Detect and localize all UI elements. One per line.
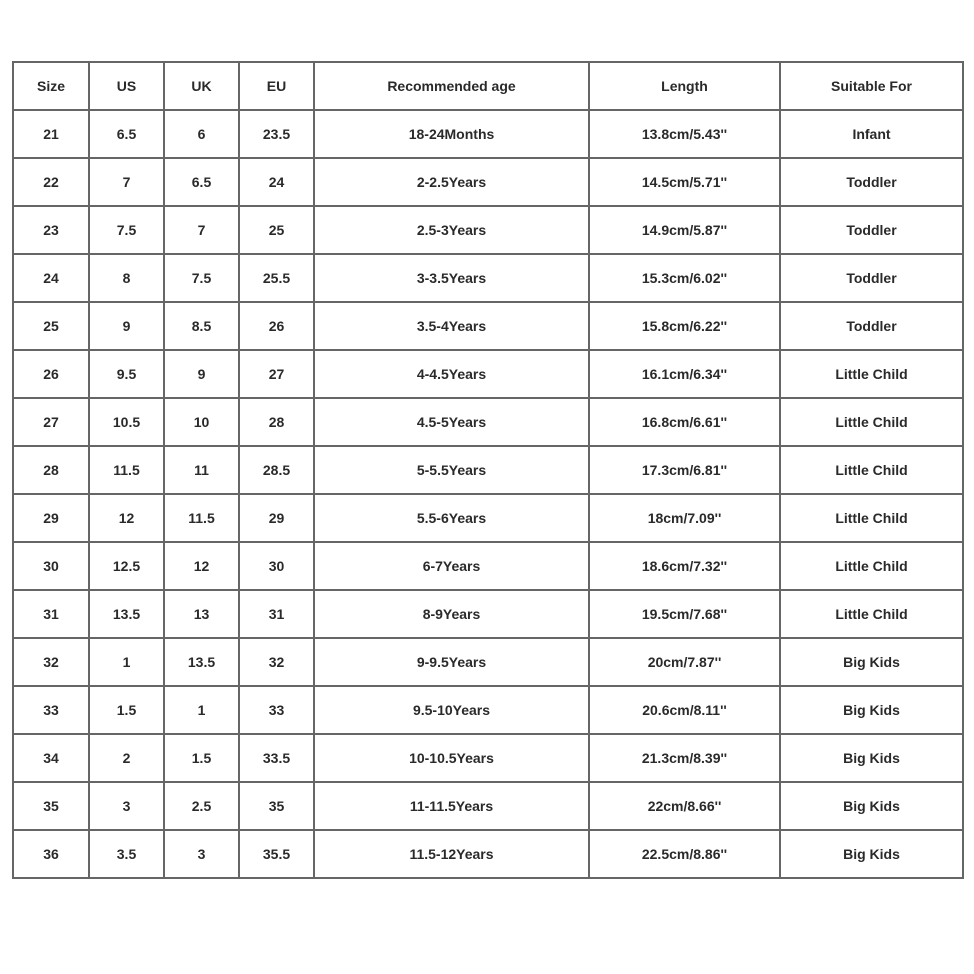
table-row bbox=[13, 206, 963, 254]
cell-length: 21.3cm/8.39'' bbox=[589, 734, 780, 782]
cell-uk: 11.5 bbox=[164, 494, 239, 542]
cell-length: 15.8cm/6.22'' bbox=[589, 302, 780, 350]
cell-us: 9 bbox=[89, 302, 164, 350]
header-recommended-age: Recommended age bbox=[314, 62, 589, 110]
table-row bbox=[13, 302, 963, 350]
cell-eu: 35 bbox=[239, 782, 314, 830]
cell-uk: 6 bbox=[164, 110, 239, 158]
table-row bbox=[13, 542, 963, 590]
table-row bbox=[13, 734, 963, 782]
cell-eu: 35.5 bbox=[239, 830, 314, 878]
cell-length: 16.8cm/6.61'' bbox=[589, 398, 780, 446]
cell-uk: 10 bbox=[164, 398, 239, 446]
table-row bbox=[13, 158, 963, 206]
cell-us: 2 bbox=[89, 734, 164, 782]
table-row bbox=[13, 254, 963, 302]
cell-eu: 28.5 bbox=[239, 446, 314, 494]
table-header bbox=[13, 62, 963, 110]
cell-suitable-for: Toddler bbox=[780, 206, 963, 254]
header-uk: UK bbox=[164, 62, 239, 110]
table-row bbox=[13, 446, 963, 494]
cell-uk: 6.5 bbox=[164, 158, 239, 206]
cell-suitable-for: Little Child bbox=[780, 350, 963, 398]
cell-us: 12 bbox=[89, 494, 164, 542]
cell-recommended-age: 3-3.5Years bbox=[314, 254, 589, 302]
cell-size: 22 bbox=[13, 158, 89, 206]
cell-us: 6.5 bbox=[89, 110, 164, 158]
cell-uk: 13.5 bbox=[164, 638, 239, 686]
cell-suitable-for: Big Kids bbox=[780, 638, 963, 686]
cell-us: 3.5 bbox=[89, 830, 164, 878]
cell-recommended-age: 11.5-12Years bbox=[314, 830, 589, 878]
cell-recommended-age: 9.5-10Years bbox=[314, 686, 589, 734]
cell-eu: 31 bbox=[239, 590, 314, 638]
cell-suitable-for: Toddler bbox=[780, 254, 963, 302]
cell-size: 24 bbox=[13, 254, 89, 302]
cell-size: 31 bbox=[13, 590, 89, 638]
cell-suitable-for: Big Kids bbox=[780, 830, 963, 878]
cell-size: 21 bbox=[13, 110, 89, 158]
cell-length: 15.3cm/6.02'' bbox=[589, 254, 780, 302]
cell-length: 22.5cm/8.86'' bbox=[589, 830, 780, 878]
cell-recommended-age: 5.5-6Years bbox=[314, 494, 589, 542]
cell-recommended-age: 8-9Years bbox=[314, 590, 589, 638]
cell-uk: 1.5 bbox=[164, 734, 239, 782]
cell-recommended-age: 2.5-3Years bbox=[314, 206, 589, 254]
table-row bbox=[13, 494, 963, 542]
cell-size: 36 bbox=[13, 830, 89, 878]
cell-suitable-for: Big Kids bbox=[780, 686, 963, 734]
cell-us: 9.5 bbox=[89, 350, 164, 398]
cell-length: 22cm/8.66'' bbox=[589, 782, 780, 830]
cell-suitable-for: Little Child bbox=[780, 494, 963, 542]
header-size: Size bbox=[13, 62, 89, 110]
cell-recommended-age: 18-24Months bbox=[314, 110, 589, 158]
table-row bbox=[13, 638, 963, 686]
table-row bbox=[13, 782, 963, 830]
header-eu: EU bbox=[239, 62, 314, 110]
cell-suitable-for: Toddler bbox=[780, 302, 963, 350]
cell-us: 13.5 bbox=[89, 590, 164, 638]
cell-eu: 32 bbox=[239, 638, 314, 686]
cell-uk: 12 bbox=[164, 542, 239, 590]
cell-eu: 23.5 bbox=[239, 110, 314, 158]
cell-size: 30 bbox=[13, 542, 89, 590]
cell-eu: 28 bbox=[239, 398, 314, 446]
cell-size: 29 bbox=[13, 494, 89, 542]
cell-uk: 3 bbox=[164, 830, 239, 878]
cell-eu: 30 bbox=[239, 542, 314, 590]
header-us: US bbox=[89, 62, 164, 110]
cell-size: 34 bbox=[13, 734, 89, 782]
table-row bbox=[13, 110, 963, 158]
cell-suitable-for: Little Child bbox=[780, 398, 963, 446]
cell-us: 12.5 bbox=[89, 542, 164, 590]
cell-size: 23 bbox=[13, 206, 89, 254]
cell-uk: 13 bbox=[164, 590, 239, 638]
cell-uk: 11 bbox=[164, 446, 239, 494]
cell-length: 19.5cm/7.68'' bbox=[589, 590, 780, 638]
cell-us: 1.5 bbox=[89, 686, 164, 734]
cell-uk: 1 bbox=[164, 686, 239, 734]
table-row bbox=[13, 686, 963, 734]
header-length: Length bbox=[589, 62, 780, 110]
cell-eu: 27 bbox=[239, 350, 314, 398]
cell-suitable-for: Little Child bbox=[780, 446, 963, 494]
size-chart-table bbox=[12, 61, 964, 879]
cell-us: 7.5 bbox=[89, 206, 164, 254]
table-row bbox=[13, 350, 963, 398]
cell-suitable-for: Toddler bbox=[780, 158, 963, 206]
cell-length: 20cm/7.87'' bbox=[589, 638, 780, 686]
cell-us: 10.5 bbox=[89, 398, 164, 446]
cell-eu: 25.5 bbox=[239, 254, 314, 302]
cell-eu: 25 bbox=[239, 206, 314, 254]
cell-recommended-age: 2-2.5Years bbox=[314, 158, 589, 206]
cell-eu: 29 bbox=[239, 494, 314, 542]
table-row bbox=[13, 830, 963, 878]
cell-uk: 8.5 bbox=[164, 302, 239, 350]
cell-suitable-for: Infant bbox=[780, 110, 963, 158]
cell-recommended-age: 10-10.5Years bbox=[314, 734, 589, 782]
cell-size: 27 bbox=[13, 398, 89, 446]
cell-us: 3 bbox=[89, 782, 164, 830]
cell-suitable-for: Little Child bbox=[780, 590, 963, 638]
cell-size: 35 bbox=[13, 782, 89, 830]
cell-eu: 24 bbox=[239, 158, 314, 206]
cell-uk: 9 bbox=[164, 350, 239, 398]
cell-uk: 7.5 bbox=[164, 254, 239, 302]
cell-length: 14.9cm/5.87'' bbox=[589, 206, 780, 254]
cell-recommended-age: 6-7Years bbox=[314, 542, 589, 590]
cell-length: 18.6cm/7.32'' bbox=[589, 542, 780, 590]
cell-length: 17.3cm/6.81'' bbox=[589, 446, 780, 494]
cell-us: 8 bbox=[89, 254, 164, 302]
cell-us: 1 bbox=[89, 638, 164, 686]
table-row bbox=[13, 398, 963, 446]
cell-length: 16.1cm/6.34'' bbox=[589, 350, 780, 398]
cell-us: 7 bbox=[89, 158, 164, 206]
table-row bbox=[13, 590, 963, 638]
cell-uk: 7 bbox=[164, 206, 239, 254]
cell-recommended-age: 9-9.5Years bbox=[314, 638, 589, 686]
cell-size: 26 bbox=[13, 350, 89, 398]
cell-size: 32 bbox=[13, 638, 89, 686]
cell-recommended-age: 5-5.5Years bbox=[314, 446, 589, 494]
cell-recommended-age: 11-11.5Years bbox=[314, 782, 589, 830]
cell-suitable-for: Big Kids bbox=[780, 734, 963, 782]
cell-size: 33 bbox=[13, 686, 89, 734]
cell-suitable-for: Little Child bbox=[780, 542, 963, 590]
cell-us: 11.5 bbox=[89, 446, 164, 494]
cell-uk: 2.5 bbox=[164, 782, 239, 830]
cell-size: 28 bbox=[13, 446, 89, 494]
header-suitable-for: Suitable For bbox=[780, 62, 963, 110]
table-body bbox=[13, 110, 963, 878]
cell-length: 20.6cm/8.11'' bbox=[589, 686, 780, 734]
cell-size: 25 bbox=[13, 302, 89, 350]
cell-suitable-for: Big Kids bbox=[780, 782, 963, 830]
cell-length: 13.8cm/5.43'' bbox=[589, 110, 780, 158]
cell-eu: 26 bbox=[239, 302, 314, 350]
header-row bbox=[13, 62, 963, 110]
cell-eu: 33.5 bbox=[239, 734, 314, 782]
cell-recommended-age: 3.5-4Years bbox=[314, 302, 589, 350]
cell-recommended-age: 4-4.5Years bbox=[314, 350, 589, 398]
cell-length: 14.5cm/5.71'' bbox=[589, 158, 780, 206]
cell-eu: 33 bbox=[239, 686, 314, 734]
cell-recommended-age: 4.5-5Years bbox=[314, 398, 589, 446]
cell-length: 18cm/7.09'' bbox=[589, 494, 780, 542]
